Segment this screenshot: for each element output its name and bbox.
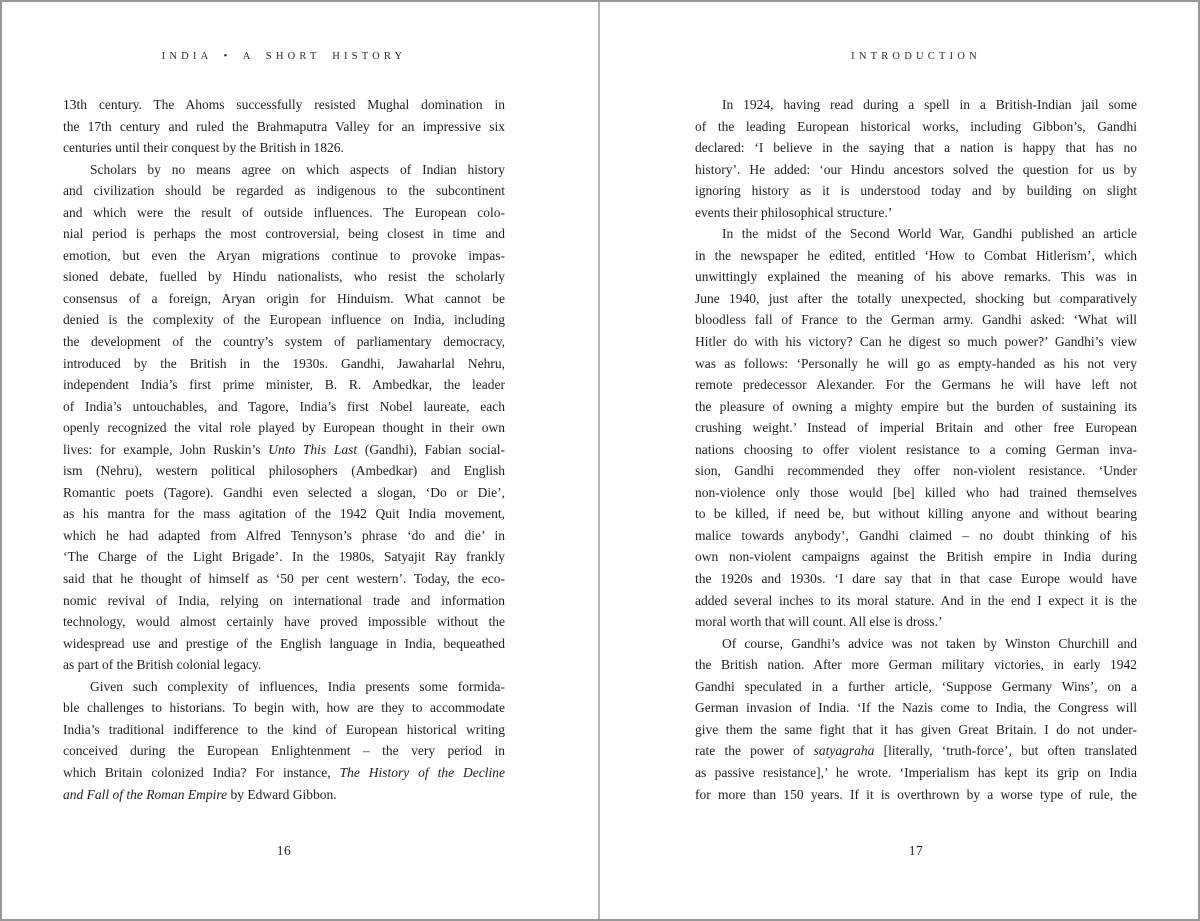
text-line: events their philosophical structure.’ — [695, 204, 893, 220]
text-line: crushing weight.’ Instead of imperial Britain and other free European — [695, 420, 1137, 436]
running-header-right: INTRODUCTION — [851, 51, 981, 62]
text-line: give them the same fight that it has given Great Britain. I do not under- — [695, 721, 1137, 737]
text-line: India’s traditional indifference to the kind of European historical writing — [63, 721, 505, 737]
text-line: of the leading European historical works, including Gibbon’s, Gandhi — [695, 118, 1137, 134]
text-line: independent India’s first prime minister, B. R. Ambedkar, the leader — [63, 377, 505, 393]
text-line: ism (Nehru), western political philosophers (Ambedkar) and English — [63, 463, 505, 479]
page-number-right: 17 — [908, 843, 924, 858]
text-line: In 1924, having read during a spell in a British-Indian jail some — [722, 97, 1137, 112]
text-line: introduced by the British in the 1930s. Gandhi, Jawaharlal Nehru, — [63, 355, 505, 371]
page-divider — [598, 0, 600, 921]
text-line: bloodless fall of France to the German army. Gandhi asked: ‘What will — [695, 312, 1137, 328]
text-line: of India’s untouchables, and Tagore, India’s first Nobel laureate, each — [63, 398, 505, 414]
text-line: and civilization should be regarded as indigenous to the subcontinent — [63, 183, 505, 199]
text-line: which he had adapted from Alfred Tennyson’s phrase ‘do and die’ in — [63, 527, 505, 543]
text-line: the development of the country’s system of parliamentary democracy, — [63, 334, 505, 350]
text-line: ignoring history as it is understood today and by building on slight — [695, 183, 1137, 199]
text-line: in the newspaper he edited, entitled ‘How to Combat Hitlerism’, which — [695, 247, 1137, 263]
text-line: technology, would almost certainly have proved impossible without the — [63, 614, 505, 630]
text-line: as passive resistance],’ he wrote. ‘Imperialism has kept its grip on India — [695, 764, 1137, 780]
text-line: sioned debate, fuelled by Hindu nationalists, who resist the scholarly — [63, 269, 505, 285]
text-line: own non-violent campaigns against the British empire in India during — [695, 549, 1137, 565]
text-line: added several inches to its moral stature. And in the end I expect it is the — [695, 592, 1137, 608]
text-line: as part of the British colonial legacy. — [63, 657, 262, 673]
text-line: In the midst of the Second World War, Gandhi published an article — [722, 226, 1137, 242]
text-line: nomic revival of India, relying on international trade and information — [63, 592, 505, 608]
text-line: unwittingly explained the meaning of his above remarks. This was in — [695, 269, 1137, 285]
text-line: consensus of a foreign, Aryan origin for Hinduism. What cannot be — [63, 290, 505, 306]
text-line: conceived during the European Enlightenment – the very period in — [63, 743, 505, 759]
text-line: the 1920s and 1930s. ‘I dare say that in that case Europe would have — [695, 571, 1137, 587]
text-line: openly recognized the vital role played by European thought in their own — [63, 420, 505, 436]
text-line: Of course, Gandhi’s advice was not taken by Winston Churchill and — [722, 635, 1137, 651]
text-line: widespread use and prestige of the English language in India, bequeathed — [63, 635, 505, 651]
text-line: and which were the result of outside influences. The European colo- — [63, 204, 505, 220]
text-line: Hitler do with his victory? Can he digest so much power?’ Gandhi’s view — [695, 334, 1137, 350]
page-number-left: 16 — [276, 843, 292, 858]
text-line: Gandhi speculated in a further article, ‘Suppose Germany Wins’, on a — [695, 678, 1137, 694]
text-line: denied is the complexity of the European influence on India, including — [63, 312, 505, 328]
text-line: which Britain colonized India? For instance, The History of the Decline — [63, 764, 505, 780]
text-line: and Fall of the Roman Empire by Edward Gibbon. — [63, 786, 337, 802]
text-line: June 1940, just after the totally unexpected, shocking but comparatively — [695, 290, 1137, 306]
text-line: non-violence only those would [be] killed who had trained themselves — [695, 484, 1137, 500]
text-line: moral worth that will count. All else is dross.’ — [695, 614, 943, 630]
text-line: malice towards anybody’, Gandhi claimed – no doubt thinking of his — [695, 527, 1137, 543]
text-line: was as follows: ‘Personally he will go as empty-handed as his not very — [695, 355, 1137, 371]
text-line: lives: for example, John Ruskin’s Unto This Last (Gandhi), Fabian social- — [63, 441, 505, 457]
text-line: centuries until their conquest by the British in 1826. — [63, 140, 344, 156]
text-line: rate the power of satyagraha [literally, ‘truth-force’, but often translated — [695, 743, 1137, 759]
left-page — [63, 0, 505, 921]
running-header-left: INDIA • A SHORT HISTORY — [161, 51, 407, 62]
text-line: as his mantra for the mass agitation of the 1942 Quit India movement, — [63, 506, 505, 522]
text-line: the British nation. After more German military victories, in early 1942 — [695, 657, 1137, 673]
text-line: nations choosing to offer violent resistance to a coming German inva- — [695, 441, 1137, 457]
text-line: declared: ‘I believe in the saying that a nation is happy that has no — [695, 140, 1137, 156]
text-line: emotion, but even the Aryan migrations continue to provoke impas- — [63, 247, 505, 263]
text-line: the 17th century and ruled the Brahmaputra Valley for an impressive six — [63, 118, 505, 134]
text-line: Scholars by no means agree on which aspects of Indian history — [90, 161, 505, 177]
text-line: German invasion of India. ‘If the Nazis come to India, the Congress will — [695, 700, 1137, 716]
text-line: nial period is perhaps the most controversial, being closest in time and — [63, 226, 505, 242]
text-line: history’. He added: ‘our Hindu ancestors solved the question for us by — [695, 161, 1137, 177]
text-line: ‘The Charge of the Light Brigade’. In the 1980s, Satyajit Ray frankly — [63, 549, 505, 565]
text-line: the pleasure of owning a mighty empire but the burden of sustaining its — [695, 398, 1137, 414]
text-line: to be killed, if need be, but without killing anyone and without bearing — [695, 506, 1137, 522]
text-line: ble challenges to historians. To begin with, how are they to accommodate — [63, 700, 505, 716]
text-line: remote predecessor Alexander. For the Germans he will have left not — [695, 377, 1137, 393]
text-line: 13th century. The Ahoms successfully resisted Mughal domination in — [63, 97, 505, 112]
text-line: for more than 150 years. If it is overthrown by a worse type of rule, the — [695, 786, 1137, 802]
text-line: Romantic poets (Tagore). Gandhi even selected a slogan, ‘Do or Die’, — [63, 484, 505, 500]
right-page — [695, 0, 1137, 921]
text-line: said that he thought of himself as ‘50 per cent western’. Today, the eco- — [63, 571, 505, 587]
text-line: Given such complexity of influences, India presents some formida- — [90, 678, 505, 694]
text-line: sion, Gandhi recommended they offer non-violent resistance. ‘Under — [695, 463, 1137, 479]
page-text — [63, 94, 505, 805]
page-text — [695, 94, 1137, 805]
